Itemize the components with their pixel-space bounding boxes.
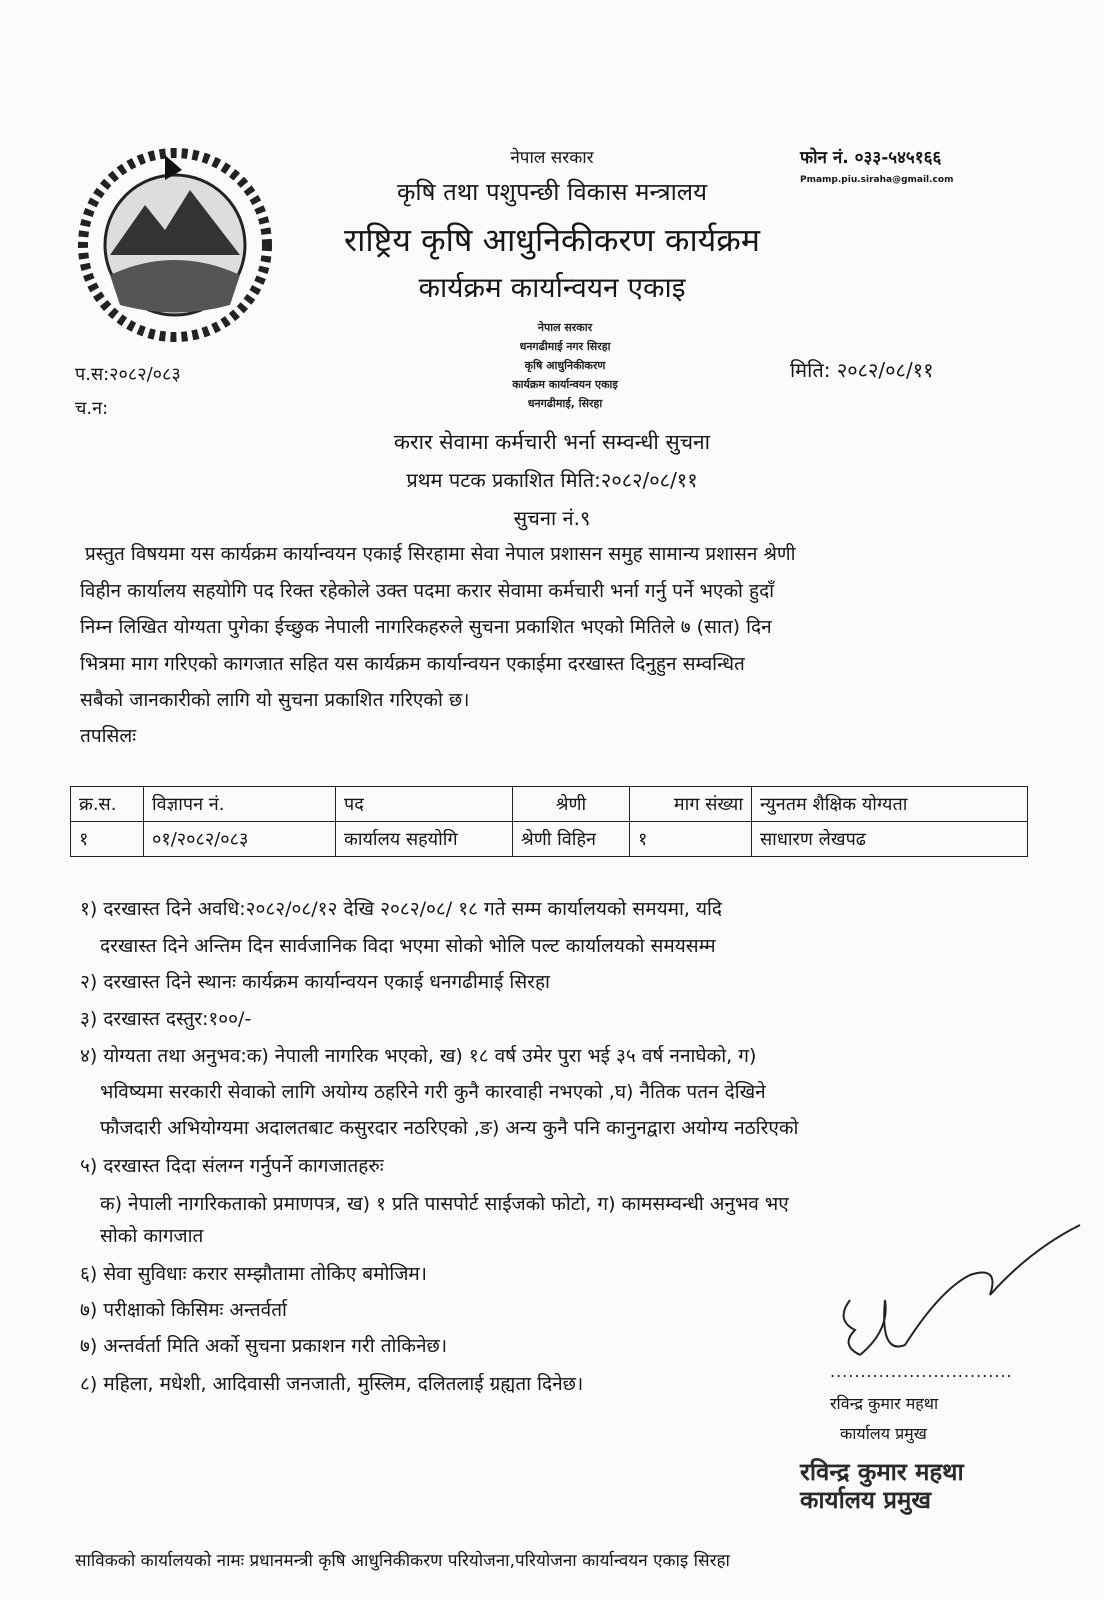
- paragraph-line: निम्न लिखित योग्यता पुगेका ईच्छुक नेपाली नागरिकहरुले सुचना प्रकाशित भएको मितिले ७ (सात) दिन: [80, 616, 772, 638]
- table-cell: श्रेणी विहिन: [513, 822, 630, 857]
- table-header-row: [71, 787, 1028, 822]
- table-cell: साधारण लेखपढ: [752, 822, 1028, 857]
- stamp-line: कार्यालय प्रमुख: [800, 1486, 931, 1514]
- condition-item: ८) महिला, मधेशी, आदिवासी जनजाती, मुस्लिम, दलितलाई ग्रह्यता दिनेछ।: [80, 1373, 584, 1395]
- table-cell: १: [71, 822, 144, 857]
- paragraph-line: प्रस्तुत विषयमा यस कार्यक्रम कार्यान्वयन एकाई सिरहामा सेवा नेपाल प्रशासन समुह सामान्य प्रशासन श्रेणी: [85, 543, 796, 565]
- email-address: Pmamp.piu.siraha@gmail.com: [800, 175, 954, 185]
- condition-item: सोको कागजात: [100, 1225, 204, 1247]
- header-cell: माग संख्या: [630, 787, 752, 822]
- unit-name: कार्यक्रम कार्यान्वयन एकाइ: [418, 271, 686, 304]
- government-name: नेपाल सरकार: [510, 148, 594, 168]
- vacancy-table: [70, 786, 1028, 857]
- condition-item: फौजदारी अभियोग्यमा अदालतबाट कसुरदार नठरिएको ,ङ) अन्य कुनै पनि कानुनद्वारा अयोग्य नठरिएको: [100, 1117, 799, 1139]
- details-label: तपसिलः: [80, 725, 137, 747]
- letter-number: प.स:२०८२/०८३: [75, 364, 181, 385]
- stamp-line: रविन्द्र कुमार महथा: [800, 1458, 964, 1486]
- stamp-line: नेपाल सरकार: [537, 321, 593, 334]
- handwritten-signature: [830, 1220, 1090, 1360]
- dispatch-number: च.न:: [75, 398, 109, 419]
- condition-item: क) नेपाली नागरिकताको प्रमाणपत्र, ख) १ प्रति पासपोर्ट साईजको फोटो, ग) कामसम्वन्धी अनुभव भए: [100, 1193, 789, 1215]
- header-cell: विज्ञापन नं.: [144, 787, 336, 822]
- signature-line: ..............................: [830, 1362, 1013, 1381]
- condition-item: ४) योग्यता तथा अनुभव:क) नेपाली नागरिक भएको, ख) १८ वर्ष उमेर पुरा भई ३५ वर्ष ननाघेको, ग): [80, 1045, 757, 1067]
- office-stamp: [470, 318, 660, 418]
- letter-date: मिति: २०८२/०८/११: [790, 358, 934, 382]
- header-cell: श्रेणी: [513, 787, 630, 822]
- ministry-name: कृषि तथा पशुपन्छी विकास मन्त्रालय: [397, 178, 707, 206]
- stamp-line: कृषि आधुनिकीकरण: [524, 359, 606, 372]
- table-cell: ०१/२०८२/०८३: [144, 822, 336, 857]
- condition-item: ७) अन्तर्वर्ता मिति अर्को सुचना प्रकाशन गरी तोकिनेछ।: [80, 1335, 448, 1357]
- table-cell: कार्यालय सहयोगि: [336, 822, 513, 857]
- condition-item: ७) परीक्षाको किसिमः अन्तर्वर्ता: [80, 1299, 287, 1321]
- stamp-line: धनगढीमाई नगर सिरहा: [519, 340, 611, 353]
- paragraph-line: विहीन कार्यालय सहयोगि पद रिक्त रहेकोले उक्त पदमा करार सेवामा कर्मचारी भर्ना गर्नु पर्ने भएको हुदाँ: [80, 580, 775, 602]
- name-stamp: [800, 1458, 964, 1514]
- header-cell: क्र.स.: [71, 787, 144, 822]
- notice-title: करार सेवामा कर्मचारी भर्ना सम्वन्धी सुचना: [393, 430, 711, 454]
- notice-number: सुचना नं.९: [513, 506, 591, 530]
- signatory-name: रविन्द्र कुमार महथा: [830, 1394, 939, 1413]
- footer-former-office: साविकको कार्यालयको नामः प्रधानमन्त्री कृषि आधुनिकीकरण परियोजना,परियोजना कार्यान्वयन एकाइ सिरहा: [75, 1551, 730, 1571]
- stamp-line: धनगढीमाई, सिरहा: [527, 397, 603, 410]
- condition-item: ६) सेवा सुविधाः करार सम्झौतामा तोकिए बमोजिम।: [80, 1263, 427, 1285]
- condition-item: २) दरखास्त दिने स्थानः कार्यक्रम कार्यान्वयन एकाई धनगढीमाई सिरहा: [80, 971, 550, 993]
- condition-item: ५) दरखास्त दिदा संलग्न गर्नुपर्ने कागजातहरुः: [80, 1155, 384, 1177]
- table-row: [71, 822, 1028, 857]
- condition-item: दरखास्त दिने अन्तिम दिन सार्वजानिक विदा भएमा सोको भोलि पल्ट कार्यालयको समयसम्म: [100, 935, 716, 957]
- signatory-designation: कार्यालय प्रमुख: [840, 1424, 927, 1443]
- paragraph-line: सबैको जानकारीको लागि यो सुचना प्रकाशित गरिएको छ।: [80, 689, 470, 711]
- table-cell: १: [630, 822, 752, 857]
- condition-item: ३) दरखास्त दस्तुर:१००/-: [80, 1008, 252, 1030]
- first-published-date: प्रथम पटक प्रकाशित मिति:२०८२/०८/११: [406, 468, 698, 492]
- paragraph-line: भित्रमा माग गरिएको कागजात सहित यस कार्यक्रम कार्यान्वयन एकाईमा दरखास्त दिनुहुन सम्वन्धित: [80, 653, 745, 675]
- condition-item: भविष्यमा सरकारी सेवाको लागि अयोग्य ठहरिने गरी कुनै कारवाही नभएको ,घ) नैतिक पतन देखिने: [100, 1081, 766, 1103]
- header-cell: न्युनतम शैक्षिक योग्यता: [752, 787, 1028, 822]
- header-cell: पद: [336, 787, 513, 822]
- program-name: राष्ट्रिय कृषि आधुनिकीकरण कार्यक्रम: [343, 221, 761, 259]
- stamp-line: कार्यक्रम कार्यान्वयन एकाइ: [512, 378, 618, 391]
- phone-number: फोन नं. ०३३-५४५१६६: [800, 148, 942, 168]
- condition-item: १) दरखास्त दिने अवधि:२०८२/०८/१२ देखि २०८२/०८/ १८ गते सम्म कार्यालयको समयमा, यदि: [80, 898, 723, 920]
